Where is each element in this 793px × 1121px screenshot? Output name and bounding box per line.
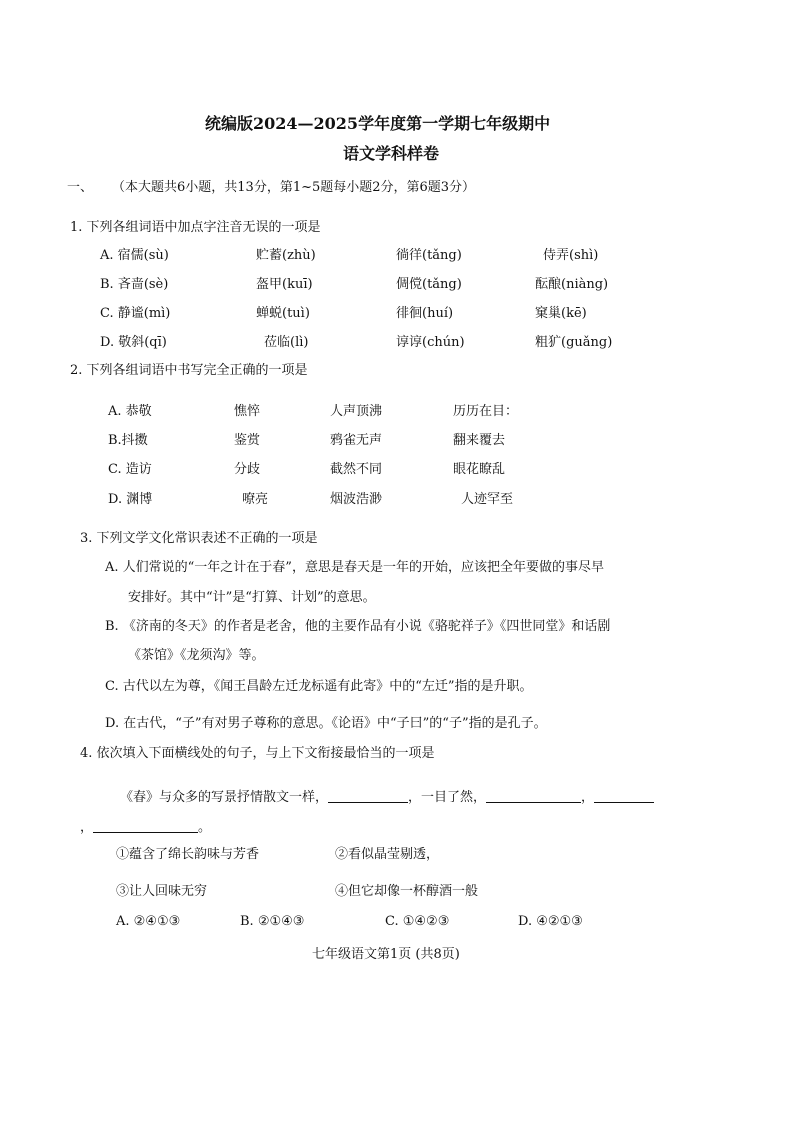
q4-blank-2 — [486, 788, 581, 803]
q4-choice-4: ④但它却像一杯醇酒一般 — [335, 884, 479, 899]
q2-option-b-2: 鉴赏 — [234, 433, 261, 448]
q2-option-c-2: 分歧 — [234, 462, 261, 477]
question-1-stem: 1. 下列各组词语中加点字注音无误的一项是 — [70, 220, 321, 235]
q2-option-d-2: 嘹亮 — [242, 492, 269, 507]
q1-option-a-1: A. 宿儒(sù) — [100, 248, 169, 263]
q4-blank-4 — [93, 818, 198, 833]
q1-option-d-3: 谆谆(chún) — [396, 335, 465, 350]
q4-sentence-part1: 《春》与众多的写景抒情散文一样， — [120, 790, 329, 805]
q4-line2-end: 。 — [198, 820, 212, 835]
q3-option-c: C. 古代以左为尊，《闻王昌龄左迁龙标遥有此寄》中的“左迁”指的是升职。 — [105, 679, 533, 694]
q1-option-a-2: 贮蓄(zhù) — [256, 248, 316, 263]
q2-option-a-2: 憔悴 — [234, 404, 261, 419]
q1-option-c-1: C. 静谧(mì) — [100, 306, 171, 321]
section-number: 一、 — [67, 180, 94, 195]
q1-option-b-4: 酝酿(niàng) — [535, 277, 609, 292]
page-title-line2: 语文学科样卷 — [343, 144, 440, 163]
q1-option-a-4: 侍弄(shì) — [543, 248, 599, 263]
q2-option-a-1: A. 恭敬 — [108, 404, 152, 419]
q2-option-c-3: 截然不同 — [330, 462, 383, 477]
q1-option-d-2: 莅临(lì) — [264, 335, 309, 350]
q3-option-a-line2: 安排好。其中“计”是“打算、计划”的意思。 — [128, 590, 376, 605]
q1-option-c-3: 徘徊(huí) — [396, 306, 454, 321]
q3-option-b-line2: 《茶馆》《龙须沟》等。 — [128, 648, 265, 663]
q1-option-b-3: 倜傥(tǎng) — [396, 277, 462, 292]
q4-blank-1 — [328, 788, 408, 803]
q3-option-b-line1: B. 《济南的冬天》的作者是老舍，他的主要作品有小说《骆驼祥子》《四世同堂》和话剧 — [105, 619, 611, 634]
question-4-stem: 4. 依次填入下面横线处的句子，与上下文衔接最恰当的一项是 — [80, 746, 435, 761]
q2-option-c-4: 眼花瞭乱 — [453, 462, 506, 477]
q1-option-c-2: 蝉蜕(tuì) — [256, 306, 310, 321]
q4-sentence-sep: ， — [581, 790, 595, 805]
q4-choice-1: ①蕴含了绵长韵味与芳香 — [116, 847, 260, 862]
q2-option-d-3: 烟波浩渺 — [330, 492, 383, 507]
q4-sentence-line1 — [120, 788, 654, 807]
q2-option-b-1: B.抖擞 — [108, 433, 148, 448]
q1-option-d-4: 粗犷(guǎng) — [535, 335, 613, 350]
section-description: （本大题共6小题，共13分，第1~5题每小题2分，第6题3分） — [112, 180, 476, 195]
q4-choice-3: ③让人回味无穷 — [116, 884, 208, 899]
q2-option-d-4: 人迹罕至 — [461, 492, 514, 507]
question-3-stem: 3. 下列文学文化常识表述不正确的一项是 — [80, 531, 318, 546]
q4-answer-b: B. ②①④③ — [240, 914, 305, 929]
page-footer: 七年级语文第1页 (共8页) — [312, 947, 460, 962]
q1-option-d-1: D. 敬斜(qī) — [100, 335, 167, 350]
q4-sentence-part2: ，一目了然， — [408, 790, 487, 805]
q4-blank-3 — [594, 788, 654, 803]
q3-option-d: D. 在古代，“子”有对男子尊称的意思。《论语》中“子曰”的“子”指的是孔子。 — [105, 716, 547, 731]
page-title-line1: 统编版2024—2025学年度第一学期七年级期中 — [205, 114, 551, 133]
q1-option-a-3: 徜徉(tǎng) — [396, 248, 462, 263]
q2-option-a-3: 人声顶沸 — [330, 404, 383, 419]
q3-option-a-line1: A. 人们常说的“一年之计在于春”，意思是春天是一年的开始，应该把全年要做的事尽早 — [105, 560, 604, 575]
q2-option-b-3: 鸦雀无声 — [330, 433, 383, 448]
q1-option-c-4: 窠巢(kē) — [535, 306, 587, 321]
q2-option-c-1: C. 造访 — [108, 462, 152, 477]
q4-answer-a: A. ②④①③ — [116, 914, 181, 929]
q2-option-a-4: 历历在目： — [453, 404, 519, 419]
q1-option-b-2: 盔甲(kuī) — [256, 277, 313, 292]
q2-option-d-1: D. 渊博 — [108, 492, 153, 507]
q4-choice-2: ②看似晶莹剔透， — [335, 847, 440, 862]
q4-sentence-line2 — [80, 818, 211, 837]
q4-answer-d: D. ④②①③ — [518, 914, 583, 929]
question-2-stem: 2. 下列各组词语中书写完全正确的一项是 — [70, 363, 308, 378]
q1-option-b-1: B. 吝啬(sè) — [100, 277, 169, 292]
q4-line2-lead: ， — [80, 820, 94, 835]
q2-option-b-4: 翻来覆去 — [453, 433, 506, 448]
q4-answer-c: C. ①④②③ — [385, 914, 450, 929]
